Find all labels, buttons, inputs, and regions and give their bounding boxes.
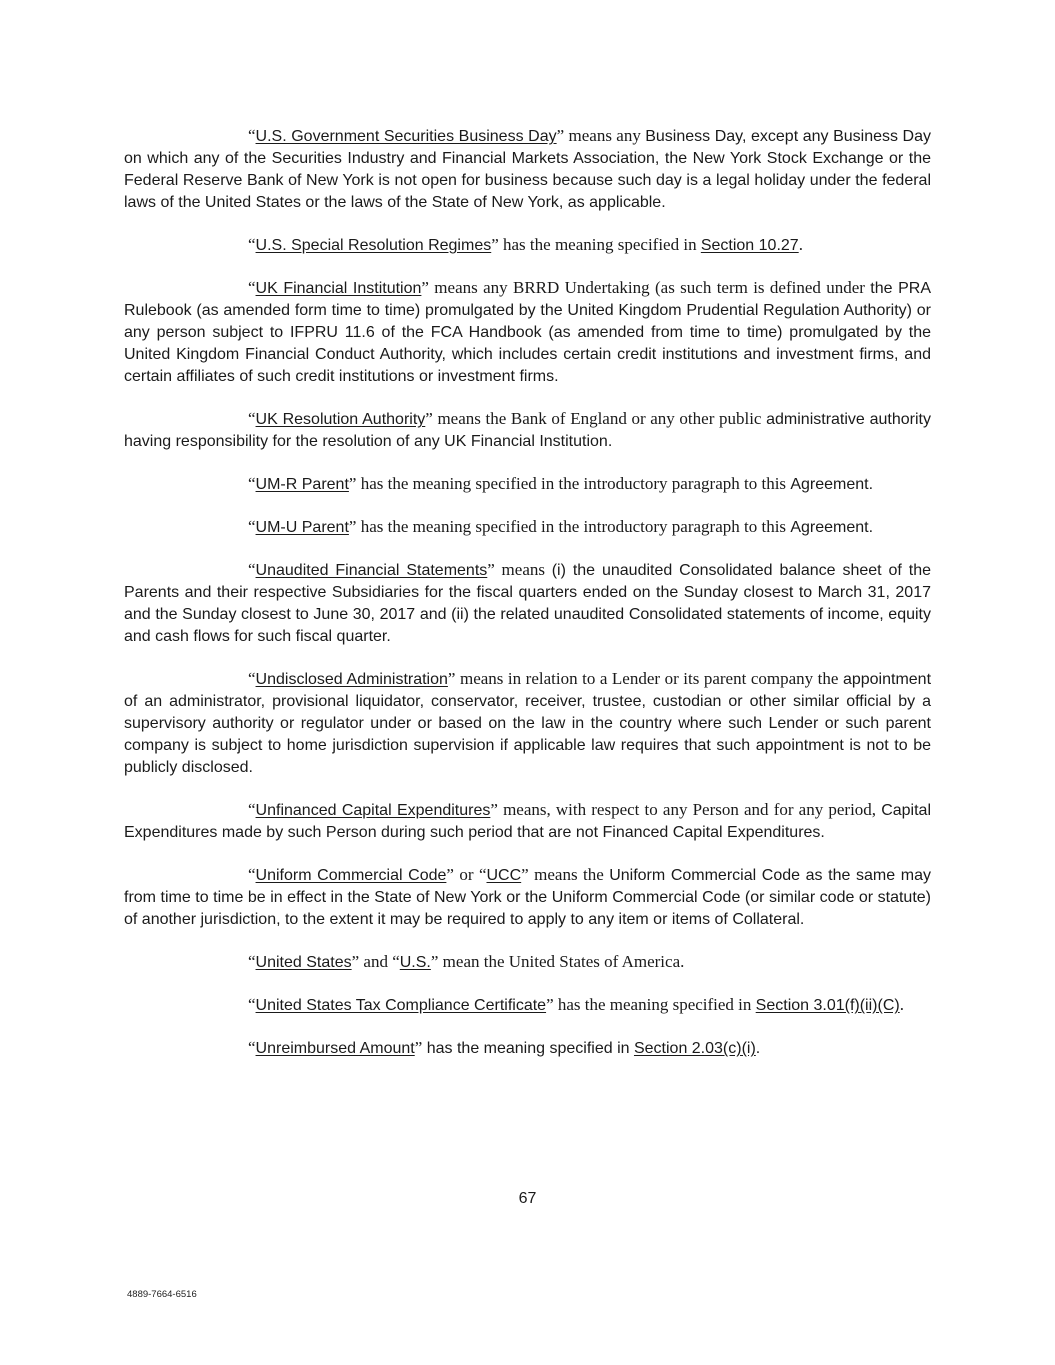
defined-term: U.S. Government Securities Business Day xyxy=(255,128,557,145)
defined-term: U.S. Special Resolution Regimes xyxy=(255,237,492,254)
definition-united-states: “United States” and “U.S.” mean the United States of America. xyxy=(248,952,685,971)
definition-text: Business Day, except any Business Day on which any of the Securities Industry and Financial Markets Association, the New York Stock Exchange or the Federal Reserve Bank of New York is not open for business because such day is a legal holiday under the federal laws of the United States or the laws of the State of New York, as applicable. xyxy=(124,128,932,211)
definition-unaudited-financial-statements: “Unaudited Financial Statements” means (i) the unaudited Consolidated balance sheet of the Parents and their respective Subsidiaries for the fiscal quarters ended on the Sunday closest to March 31, 2017 and the Sunday closest to June 30, 2017 and (ii) the related unaudited Consolidated statements of income, equity and cash flows for such fiscal quarter. xyxy=(124,560,932,645)
definition-uniform-commercial-code: “Uniform Commercial Code” or “UCC” means the Uniform Commercial Code as the same may from time to time be in effect in the State of New York or the Uniform Commercial Code (or similar code or statute) of another jurisdiction, to the extent it may be required to apply to any item or items of Collateral. xyxy=(124,865,931,928)
definition-text: appointment of an administrator, provisional liquidator, conservator, receiver, trustee, custodian or other similar official by a supervisory authority or regulator under or based on the law in the country where such Lender or such parent company is subject to home jurisdiction supervision if applicable law requires that such appointment is not to be publicly disclosed. xyxy=(124,671,932,776)
defined-term-alias: UCC xyxy=(486,867,522,884)
definition-unreimbursed-amount: “Unreimbursed Amount” has the meaning specified in Section 2.03(c)(i). xyxy=(248,1038,761,1057)
defined-term: UK Financial Institution xyxy=(255,280,422,297)
defined-term: Uniform Commercial Code xyxy=(255,867,447,884)
defined-term-alias: U.S. xyxy=(399,954,431,971)
defined-term: UM-U Parent xyxy=(255,519,349,536)
definition-text: administrative authority having responsibility for the resolution of any UK Financial Institution. xyxy=(124,411,931,450)
definition-us-special-resolution-regimes: “U.S. Special Resolution Regimes” has the meaning specified in Section 10.27. xyxy=(248,235,803,254)
defined-term: Unaudited Financial Statements xyxy=(255,562,488,579)
page-number: 67 xyxy=(518,1190,537,1207)
defined-term: Unreimbursed Amount xyxy=(255,1040,415,1057)
definition-um-r-parent: “UM-R Parent” has the meaning specified in the introductory paragraph to this Agreement. xyxy=(248,474,874,493)
definition-unfinanced-capital-expenditures: “Unfinanced Capital Expenditures” means, with respect to any Person and for any period, Capital Expenditures made by such Person during such period that are not Financed Capital Expenditures. xyxy=(124,800,931,841)
definition-undisclosed-administration: “Undisclosed Administration” means in relation to a Lender or its parent company the appointment of an administrator, provisional liquidator, conservator, receiver, trustee, custodian or other similar official by a supervisory authority or regulator under or based on the law in the country where such Lender or such parent company is subject to home jurisdiction supervision if applicable law requires that such appointment is not to be publicly disclosed. xyxy=(124,669,932,776)
definition-text: Agreement. xyxy=(790,519,874,536)
document-id: 4889-7664-6516 xyxy=(127,1289,197,1300)
defined-term: UM-R Parent xyxy=(255,476,349,493)
defined-term: Undisclosed Administration xyxy=(255,671,448,688)
section-reference: Section 10.27 xyxy=(700,237,799,254)
definition-text: Agreement. xyxy=(790,476,874,493)
definition-uk-financial-institution: “UK Financial Institution” means any BRRD Undertaking (as such term is defined under the PRA Rulebook (as amended form time to time) promulgated by the United Kingdom Prudential Regulation Authority) or any person subject to IFPRU 11.6 of the FCA Handbook (as amended from time to time) promulgated by the United Kingdom Financial Conduct Authority, which includes certain credit institutions and investment firms, and certain affiliates of such credit institutions or investment firms. xyxy=(124,278,931,385)
defined-term: United States xyxy=(255,954,352,971)
definition-text: the PRA Rulebook (as amended form time to time) promulgated by the United Kingdom Prudential Regulation Authority) or any person subject to IFPRU 11.6 of the FCA Handbook (as amended from time to time) promulgated by the United Kingdom Financial Conduct Authority, which includes certain credit institutions and investment firms, and certain affiliates of such credit institutions or investment firms. xyxy=(124,280,931,385)
section-reference: Section 3.01(f)(ii)(C) xyxy=(755,997,900,1014)
definition-text: Capital Expenditures made by such Person during such period that are not Financed Capital Expenditures. xyxy=(124,802,931,841)
definition-uk-resolution-authority: “UK Resolution Authority” means the Bank of England or any other public administrative authority having responsibility for the resolution of any UK Financial Institution. xyxy=(124,409,931,450)
definition-text: (i) the unaudited Consolidated balance sheet of the Parents and their respective Subsidiaries for the fiscal quarters ended on the Sunday closest to March 31, 2017 and the Sunday closest to June 30, 2017 and (ii) the related unaudited Consolidated statements of income, equity and cash flows for such fiscal quarter. xyxy=(124,562,932,645)
defined-term: Unfinanced Capital Expenditures xyxy=(255,802,491,819)
document-page xyxy=(124,125,931,1080)
defined-term: UK Resolution Authority xyxy=(255,411,426,428)
definition-united-states-tax-compliance-certificate: “United States Tax Compliance Certificate” has the meaning specified in Section 3.01(f)(ii)(C). xyxy=(248,995,904,1014)
section-reference: Section 2.03(c)(i) xyxy=(633,1040,756,1057)
definition-um-u-parent: “UM-U Parent” has the meaning specified in the introductory paragraph to this Agreement. xyxy=(248,517,874,536)
definition-us-government-securities-business-day: “U.S. Government Securities Business Day” means any Business Day, except any Business Day on which any of the Securities Industry and Financial Markets Association, the New York Stock Exchange or the Federal Reserve Bank of New York is not open for business because such day is a legal holiday under the federal laws of the United States or the laws of the State of New York, as applicable. xyxy=(124,126,932,211)
definition-text: Uniform Commercial Code as the same may from time to time be in effect in the State of New York or the Uniform Commercial Code (or similar code or statute) of another jurisdiction, to the extent it may be required to apply to any item or items of Collateral. xyxy=(124,867,931,928)
defined-term: United States Tax Compliance Certificate xyxy=(255,997,547,1014)
